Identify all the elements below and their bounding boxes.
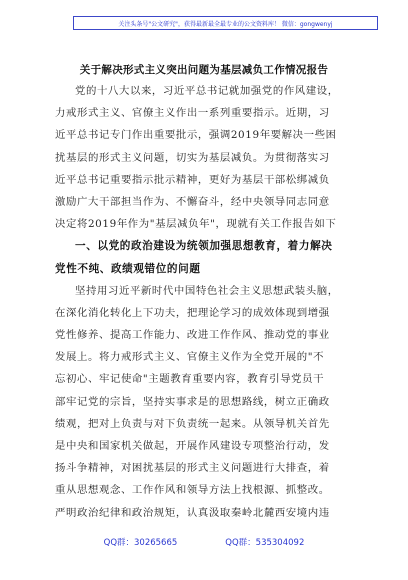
body-text-line: 扬斗争精神，对困扰基层的形式主义问题进行大排查，着 <box>55 462 330 475</box>
footer-qq-group-1: QQ群：30265665 <box>103 538 178 548</box>
header-banner-text: 关注头条号"公文研究"，获得最新最全最专业的公文资料库！ 微信：gongwenyj <box>118 20 333 28</box>
footer <box>0 536 408 548</box>
body-text-line: 党的十八大以来，习近平总书记就加强党的作风建设， <box>75 85 339 97</box>
body-text-line: 是中央和国家机关做起，开展作风建设专项整治行动，发 <box>55 440 330 452</box>
body-text-line: 党性修养、提高工作能力、改进工作作风、推动党的事业 <box>55 329 330 342</box>
document-title: 关于解决形式主义突出问题为基层减负工作情况报告 <box>79 64 329 76</box>
document-body <box>55 80 367 524</box>
section-heading-line: 党性不纯、政绩观错位的问题 <box>55 262 201 275</box>
body-text-line: 近平总书记专门作出重要批示，强调2019年要解决一些困 <box>55 129 337 142</box>
body-text-line: 发展上。将力戒形式主义、官僚主义作为全党开展的"不 <box>55 351 325 364</box>
body-text-line: 激励广大干部担当作为、不懈奋斗，经中央领导同志同意 <box>55 195 330 208</box>
body-text-line: 严明政治纪律和政治规矩，认真汲取秦岭北麓西安境内违 <box>55 506 330 519</box>
footer-qq-group-2: QQ群：535304092 <box>225 538 305 548</box>
body-text-line: 忘初心、牢记使命"主题教育重要内容，教育引导党员干 <box>55 373 325 386</box>
body-text-line: 近平总书记重要指示批示精神，更好为基层干部松绑减负 <box>55 173 330 186</box>
section-heading-line: 一、以党的政治建设为统领加强思想教育，着力解决 <box>75 240 333 253</box>
body-text-line: 部牢记党的宗旨，坚持实事求是的思想路线，树立正确政 <box>55 395 330 408</box>
header-banner <box>73 16 378 30</box>
body-text-line: 重从思想观念、工作作风和领导方法上找根源、抓整改。 <box>55 484 330 497</box>
body-text-line: 扰基层的形式主义问题，切实为基层减负。为贯彻落实习 <box>55 151 330 164</box>
body-text-line: 力戒形式主义、官僚主义作出一系列重要指示。近期，习 <box>55 107 330 120</box>
body-text-line: 绩观，把对上负责与对下负责统一起来。从领导机关首先 <box>55 417 330 430</box>
body-text-line: 决定将2019年作为"基层减负年"，现就有关工作报告如下 <box>55 218 337 231</box>
body-text-line: 坚持用习近平新时代中国特色社会主义思想武装头脑， <box>75 284 339 297</box>
body-text-line: 在深化消化转化上下功夫，把理论学习的成效体现到增强 <box>55 306 330 319</box>
